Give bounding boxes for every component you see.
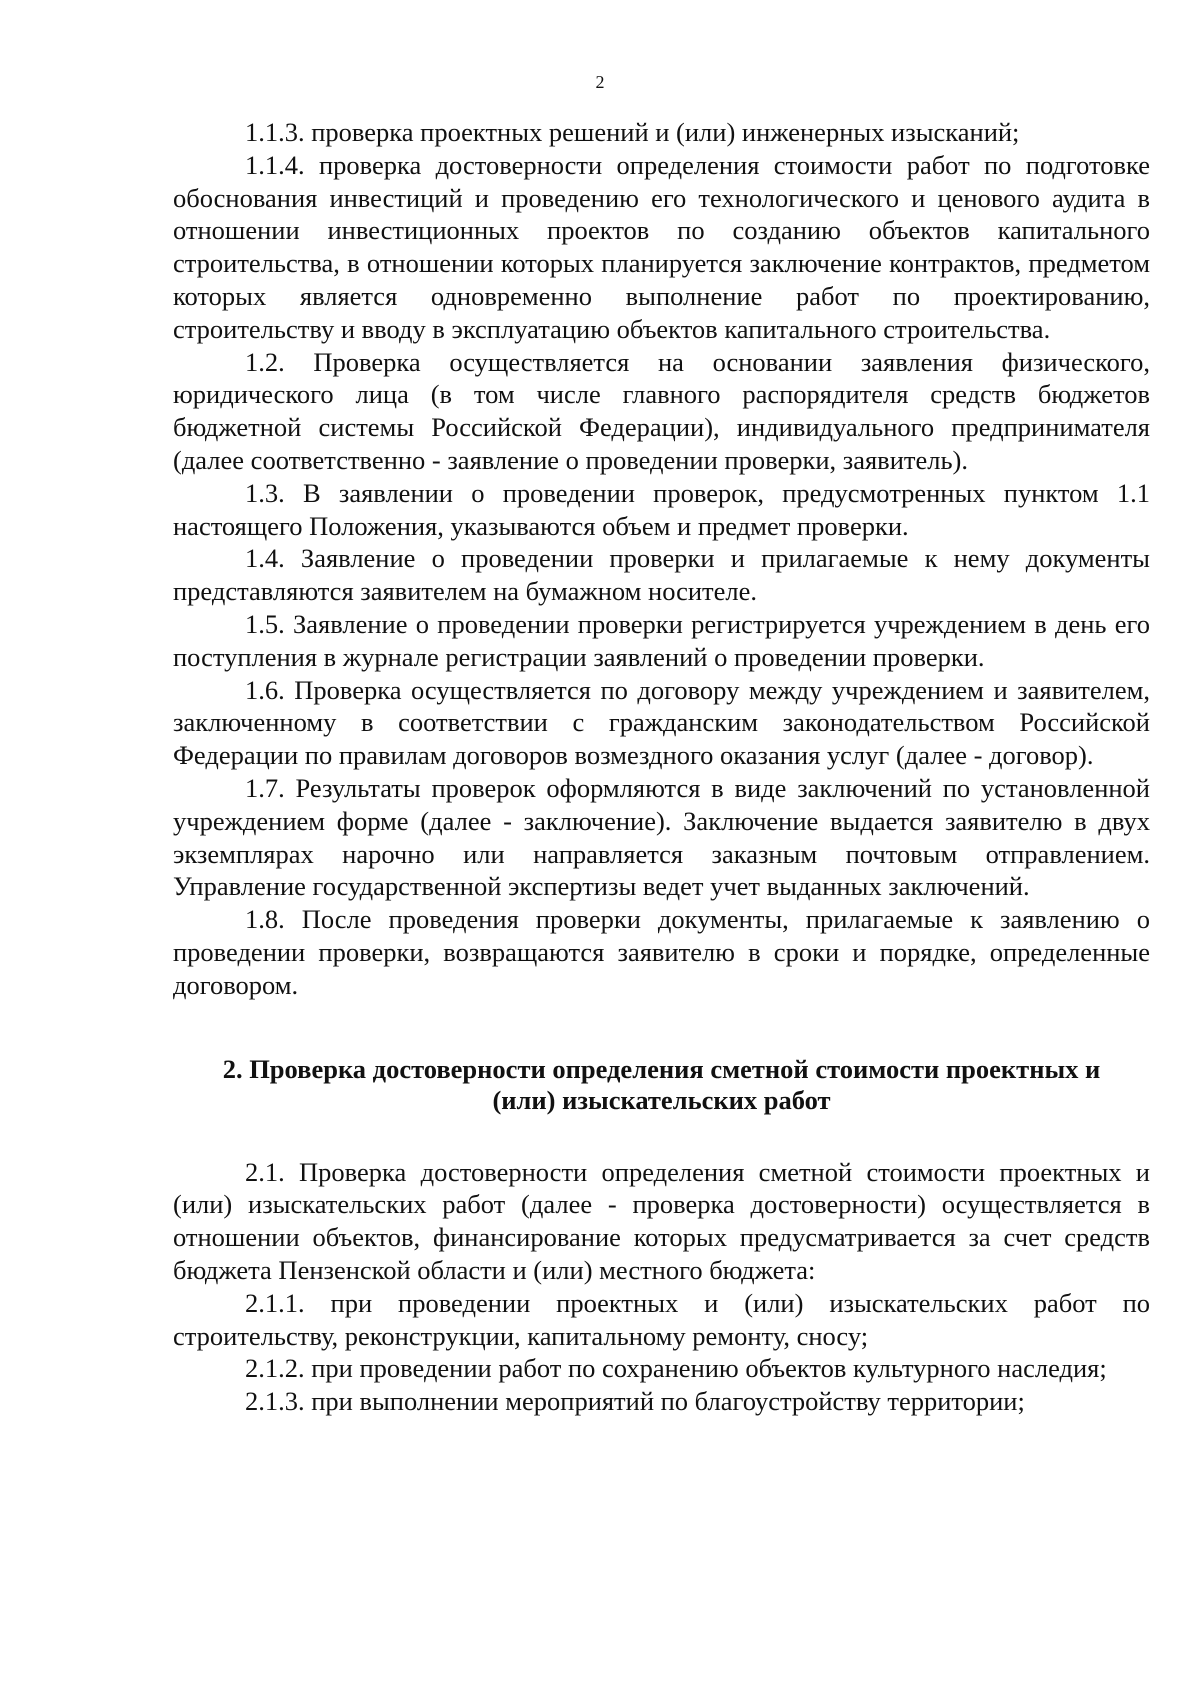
paragraph-1-1-4: 1.1.4. проверка достоверности определения стоимости работ по подготовке обоснования инвестиций и проведению его технологического и ценового аудита в отношении инвестиционных проектов по созданию объектов капитального строительства, в отношении которых планируется заключение контрактов, предметом которых является одновременно выполнение работ по проектированию, строительству и вводу в эксплуатацию объектов капитального строительства. (173, 149, 1150, 344)
section-2-heading: 2. Проверка достоверности определения сметной стоимости проектных и (или) изыскательских работ (222, 1053, 1101, 1115)
paragraph-1-5: 1.5. Заявление о проведении проверки регистрируется учреждением в день его поступления в журнале регистрации заявлений о проведении проверки. (173, 608, 1150, 672)
paragraph-1-4: 1.4. Заявление о проведении проверки и прилагаемые к нему документы представляются заявителем на бумажном носителе. (173, 543, 1150, 607)
paragraph-1-1-3: 1.1.3. проверка проектных решений и (или) инженерных изысканий; (245, 117, 1020, 147)
paragraph-2-1-3: 2.1.3. при выполнении мероприятий по благоустройству территории; (245, 1386, 1025, 1417)
paragraph-1-2: 1.2. Проверка осуществляется на основании заявления физического, юридического лица (в том числе главного распорядителя средств бюджетов бюджетной системы Российской Федерации), индивидуального предпринимателя (далее соответственно - заявление о проведении проверки, заявитель). (173, 346, 1150, 475)
paragraph-2-1-2: 2.1.2. при проведении работ по сохранению объектов культурного наследия; (245, 1353, 1107, 1384)
page-number: 2 (595, 72, 605, 92)
paragraph-1-3: 1.3. В заявлении о проведении проверок, предусмотренных пунктом 1.1 настоящего Положения, указываются объем и предмет проверки. (173, 477, 1150, 541)
paragraph-1-6: 1.6. Проверка осуществляется по договору между учреждением и заявителем, заключенному в соответствии с гражданским законодательством Российской Федерации по правилам договоров возмездного оказания услуг (далее - договор). (173, 674, 1150, 771)
paragraph-2-1-1: 2.1.1. при проведении проектных и (или) изыскательских работ по строительству, реконструкции, капитальному ремонту, сносу; (173, 1287, 1150, 1351)
paragraph-1-7: 1.7. Результаты проверок оформляются в виде заключений по установленной учреждением форме (далее - заключение). Заключение выдается заявителю в двух экземплярах нарочно или направляется заказным почтовым отправлением. Управление государственной экспертизы ведет учет выданных заключений. (173, 772, 1150, 902)
document-body (173, 116, 1150, 1418)
paragraph-1-8: 1.8. После проведения проверки документы, прилагаемые к заявлению о проведении проверки, возвращаются заявителю в сроки и порядке, определенные договором. (173, 904, 1150, 1000)
paragraph-2-1: 2.1. Проверка достоверности определения сметной стоимости проектных и (или) изыскательских работ (далее - проверка достоверности) осуществляется в отношении объектов, финансирование которых предусматривается за счет средств бюджета Пензенской области и (или) местного бюджета: (173, 1156, 1150, 1285)
